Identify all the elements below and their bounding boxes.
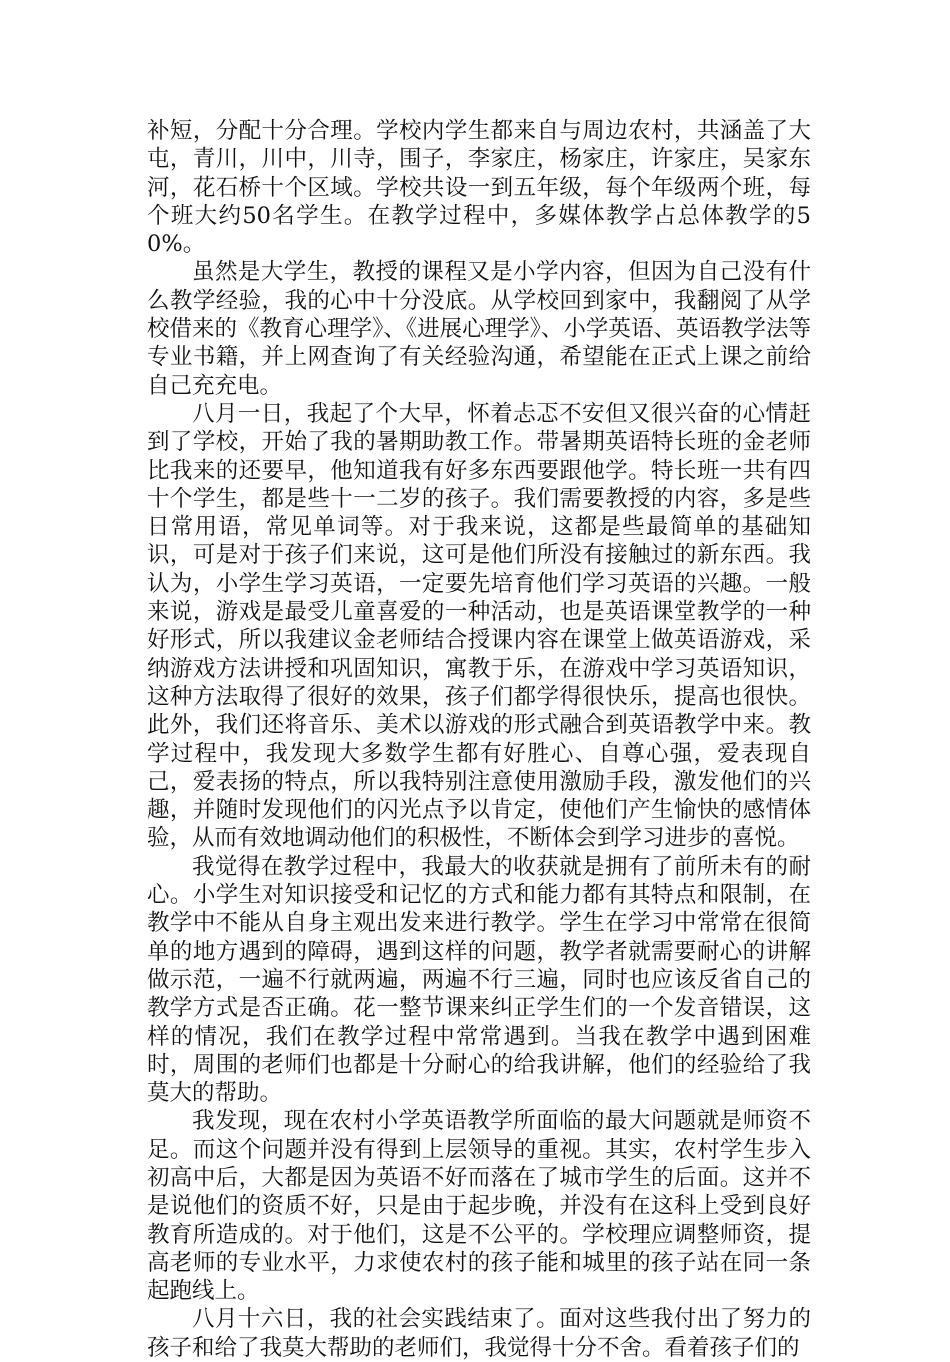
document-body (147, 117, 811, 1362)
paragraph-preparation: 虽然是大学生，教授的课程又是小学内容，但因为自己没有什么教学经验，我的心中十分没底。从学校回到家中，我翻阅了从学校借来的《教育心理学》、《进展心理学》、小学英语、英语教学法等专业书籍，并上网查询了有关经验沟通，希望能在正式上课之前给自己充充电。 (147, 259, 811, 399)
paragraph-patience: 我觉得在教学过程中，我最大的收获就是拥有了前所未有的耐心。小学生对知识接受和记忆的方式和能力都有其特点和限制，在教学中不能从自身主观出发来进行教学。学生在学习中常常在很简单的地方遇到的障碍，遇到这样的问题，教学者就需要耐心的讲解做示范，一遍不行就两遍，两遍不行三遍，同时也应该反省自己的教学方式是否正确。花一整节课来纠正学生们的一个发音错误，这样的情况，我们在教学过程中常常遇到。当我在教学中遇到困难时，周围的老师们也都是十分耐心的给我讲解，他们的经验给了我莫大的帮助。 (147, 853, 811, 1107)
paragraph-teacher-shortage: 我发现，现在农村小学英语教学所面临的最大问题就是师资不足。而这个问题并没有得到上层领导的重视。其实，农村学生步入初高中后，大都是因为英语不好而落在了城市学生的后面。这并不是说他们的资质不好，只是由于起步晚，并没有在这科上受到良好教育所造成的。对于他们，这是不公平的。学校理应调整师资，提高老师的专业水平，力求使农村的孩子能和城里的孩子站在同一条起跑线上。 (147, 1108, 811, 1305)
paragraph-first-day-teaching: 八月一日，我起了个大早，怀着忐忑不安但又很兴奋的心情赶到了学校，开始了我的暑期助教工作。带暑期英语特长班的金老师比我来的还要早，他知道我有好多东西要跟他学。特长班一共有四十个学生，都是些十一二岁的孩子。我们需要教授的内容，多是些日常用语，常见单词等。对于我来说，这都是些最简单的基础知识，可是对于孩子们来说，这可是他们所没有接触过的新东西。我认为，小学生学习英语，一定要先培育他们学习英语的兴趣。一般来说，游戏是最受儿童喜爱的一种活动，也是英语课堂教学的一种好形式，所以我建议金老师结合授课内容在课堂上做英语游戏，采纳游戏方法讲授和巩固知识，寓教于乐，在游戏中学习英语知识，这种方法取得了很好的效果，孩子们都学得很快乐，提高也很快。此外，我们还将音乐、美术以游戏的形式融合到英语教学中来。教学过程中，我发现大多数学生都有好胜心、自尊心强，爱表现自己，爱表扬的特点，所以我特别注意使用激励手段，激发他们的兴趣，并随时发现他们的闪光点予以肯定，使他们产生愉快的感情体验，从而有效地调动他们的积极性，不断体会到学习进步的喜悦。 (147, 400, 811, 852)
paragraph-school-overview: 补短，分配十分合理。学校内学生都来自与周边农村，共涵盖了大屯，青川，川中，川寺，围子，李家庄，杨家庄，许家庄，吴家东河，花石桥十个区域。学校共设一到五年级，每个年级两个班，每个班大约50名学生。在教学过程中，多媒体教学占总体教学的50%。 (147, 118, 811, 258)
paragraph-ending: 八月十六日，我的社会实践结束了。面对这些我付出了努力的孩子和给了我莫大帮助的老师们，我觉得十分不舍。看着孩子们的 (147, 1306, 811, 1361)
